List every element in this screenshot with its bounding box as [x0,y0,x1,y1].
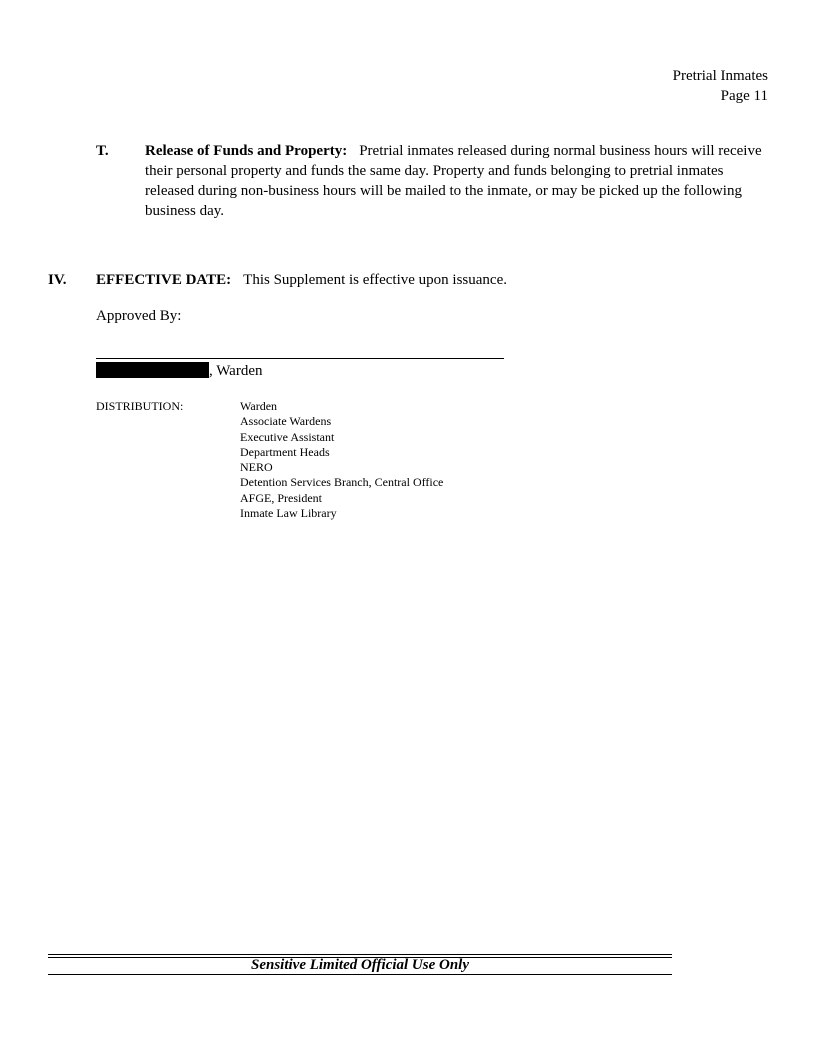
section-t-text: Pretrial inmates released during normal business hours will receive their personal property and funds the same day. Property and funds belonging to pretrial inmates released during non-business hours will be mailed to the inmate, or may be picked up the following business day. [145,143,762,219]
distribution-recipient: Detention Services Branch, Central Office [240,475,444,490]
distribution-recipient: NERO [240,460,273,475]
page-header [673,66,768,106]
distribution-recipient: Department Heads [240,444,330,459]
section-t-body [145,141,766,221]
distribution-recipient: AFGE, President [240,490,322,505]
section-t [96,141,766,221]
effective-date-title: EFFECTIVE DATE: [96,272,232,288]
footer-marking: Sensitive Limited Official Use Only [250,957,470,973]
effective-date-text: This Supplement is effective upon issuance. [243,272,507,288]
distribution-block [96,399,443,521]
section-iv-numeral: IV. [48,272,67,288]
section-t-title: Release of Funds and Property: [145,143,348,159]
document-title: Pretrial Inmates [672,68,768,84]
distribution-recipient: Executive Assistant [240,429,335,444]
signature-line [96,358,504,359]
distribution-label: DISTRIBUTION: [96,399,184,413]
section-t-letter: T. [96,143,109,159]
distribution-recipient: Associate Wardens [240,414,332,429]
signer [96,361,263,381]
section-iv-body [96,270,507,290]
page-number: Page 11 [720,88,768,104]
footer-rule [48,974,672,975]
distribution-recipient: Inmate Law Library [240,506,337,521]
redacted-name [96,362,209,378]
distribution-recipient: Warden [240,399,278,413]
distribution-list [240,399,443,521]
section-iv [48,270,507,290]
approved-by-label: Approved By: [96,308,182,324]
signer-title: , Warden [209,363,263,379]
